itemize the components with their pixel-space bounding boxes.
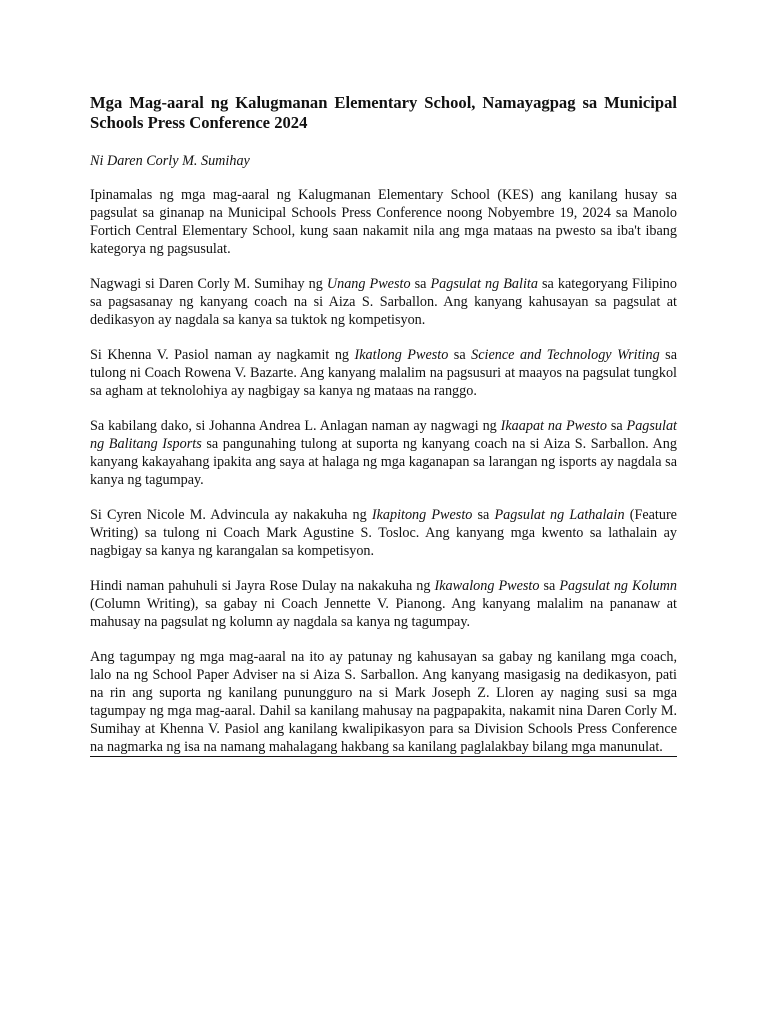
paragraph-1: Ipinamalas ng mga mag-aaral ng Kalugmanan Elementary School (KES) ang kanilang husay sa pagsulat sa ginanap na Municipal Schools Press Conference noong Nobyembre 19, 2024 sa Manolo Fortich Central Elementary School, kung saan nakamit nila ang mga mataas na pwesto sa iba't ibang kategorya ng pagsusulat. xyxy=(90,187,677,257)
award-category: Pagsulat ng Balita xyxy=(430,276,538,292)
paragraph-5: Si Cyren Nicole M. Advincula ay nakakuha ng Ikapitong Pwesto sa Pagsulat ng Lathalain (Feature Writing) sa tulong ni Coach Mark Agustine S. Tosloc. Ang kanyang mga kwento sa lathalain ay nagbigay sa kanya ng karangalan sa kompetisyon. xyxy=(90,507,677,559)
article-title: Mga Mag-aaral ng Kalugmanan Elementary School, Namayagpag sa Municipal Schools Press Conference 2024 xyxy=(90,93,677,132)
award-place: Ikawalong Pwesto xyxy=(434,578,540,594)
award-place: Unang Pwesto xyxy=(326,276,411,292)
paragraph-7: Ang tagumpay ng mga mag-aaral na ito ay patunay ng kahusayan sa gabay ng kanilang mga coach, lalo na ng School Paper Adviser na si Aiza S. Sarballon. Ang kanyang masigasig na dedikasyon, pati na rin ang suporta ng kanilang punungguro na si Mark Joseph Z. Lloren ay naging susi sa mga tagumpay ng mga mag-aaral. Dahil sa kanilang mahusay na pagpapakita, nakamit nina Daren Corly M. Sumihay at Khenna V. Pasiol ang kanilang kwalipikasyon para sa Division Schools Press Conference na nagmarka ng isa na namang mahalagang hakbang sa kanilang paglalakbay bilang mga manunulat. xyxy=(90,649,677,755)
award-place: Ikapitong Pwesto xyxy=(371,507,473,523)
award-category: Science and Technology Writing xyxy=(471,347,660,363)
award-category: Pagsulat ng Balitang Isports xyxy=(90,418,677,452)
paragraph-2: Nagwagi si Daren Corly M. Sumihay ng Unang Pwesto sa Pagsulat ng Balita sa kategoryang Filipino sa pagsasanay ng kanyang coach na si Aiza S. Sarballon. Ang kanyang kahusayan sa pagsulat at dedikasyon ay nagdala sa kanya sa tuktok ng kompetisyon. xyxy=(90,276,677,328)
document-page xyxy=(90,93,677,774)
award-category: Pagsulat ng Lathalain xyxy=(494,507,625,523)
paragraph-6: Hindi naman pahuhuli si Jayra Rose Dulay na nakakuha ng Ikawalong Pwesto sa Pagsulat ng Kolumn (Column Writing), sa gabay ni Coach Jennette V. Pianong. Ang kanyang malalim na pananaw at mahusay na pagsulat ng kolumn ay nagdala sa kanya ng tagumpay. xyxy=(90,578,677,630)
award-place: Ikaapat na Pwesto xyxy=(500,418,607,434)
award-place: Ikatlong Pwesto xyxy=(354,347,449,363)
paragraph-3: Si Khenna V. Pasiol naman ay nagkamit ng Ikatlong Pwesto sa Science and Technology Writing sa tulong ni Coach Rowena V. Bazarte. Ang kanyang malalim na pagsusuri at maayos na pagsulat tungkol sa agham at teknolohiya ay nagbigay sa kanya ng mataas na ranggo. xyxy=(90,347,678,399)
award-category: Pagsulat ng Kolumn xyxy=(559,578,677,594)
article-byline: Ni Daren Corly M. Sumihay xyxy=(90,153,250,169)
paragraph-4: Sa kabilang dako, si Johanna Andrea L. Anlagan naman ay nagwagi ng Ikaapat na Pwesto sa Pagsulat ng Balitang Isports sa pangunahing tulong at suporta ng kanyang coach na si Aiza S. Sarballon. Ang kanyang kakayahang ipakita ang saya at halaga ng mga kaganapan sa larangan ng isports ay nagdala sa kanya ng tagumpay. xyxy=(90,418,677,488)
